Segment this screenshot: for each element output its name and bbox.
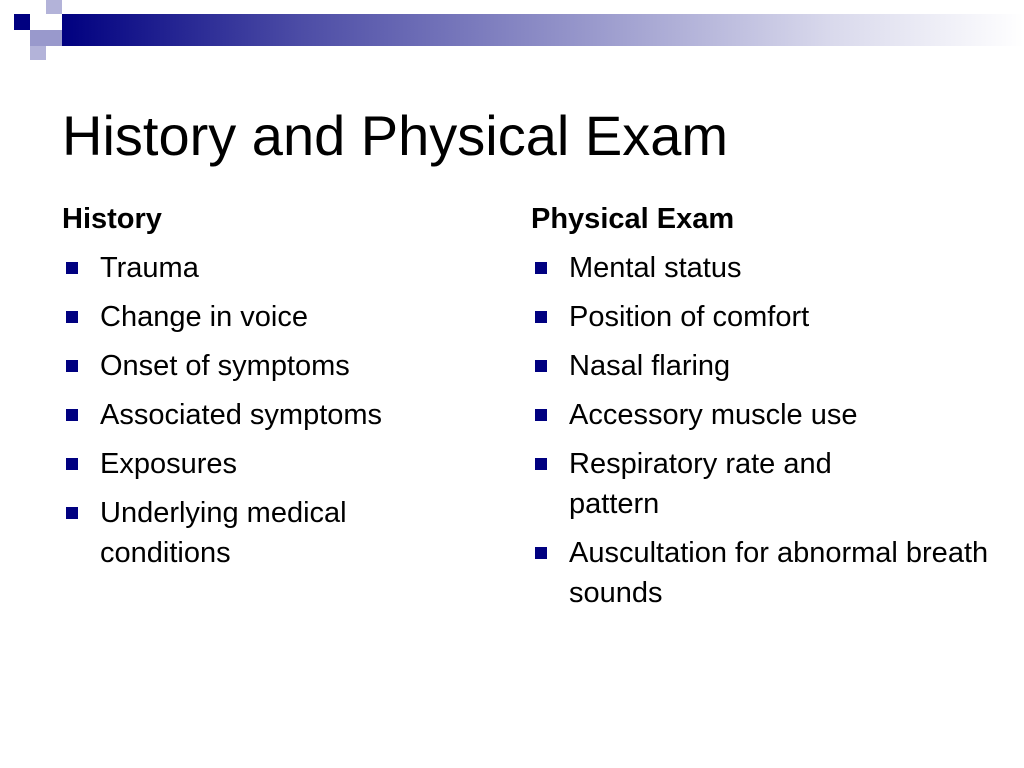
header-gradient-bar <box>62 14 1024 46</box>
square-bullet-icon <box>535 547 547 559</box>
list-item-text: Nasal flaring <box>569 350 731 382</box>
list-item <box>62 444 502 484</box>
list-item-text: Change in voice <box>100 301 308 333</box>
list-item-text: Mental status <box>569 252 742 284</box>
physical-exam-column <box>531 196 989 622</box>
list-item-text: Underlying medical conditions <box>100 497 347 569</box>
square-bullet-icon <box>66 262 78 274</box>
square-bullet-icon <box>535 458 547 470</box>
list-item-text: Respiratory rate and pattern <box>569 448 832 520</box>
list-item-text: Exposures <box>100 448 238 480</box>
history-column <box>62 196 502 582</box>
square-bullet-icon <box>535 311 547 323</box>
decorative-square <box>30 30 46 46</box>
history-heading: History <box>62 203 162 235</box>
list-item <box>531 533 1009 613</box>
list-item-text: Auscultation for abnormal breath sounds <box>569 537 989 609</box>
square-bullet-icon <box>66 360 78 372</box>
list-item-text: Accessory muscle use <box>569 399 858 431</box>
list-item-text: Associated symptoms <box>100 399 383 431</box>
square-bullet-icon <box>535 409 547 421</box>
list-item <box>62 395 502 435</box>
square-bullet-icon <box>535 262 547 274</box>
physical-exam-list <box>531 248 989 613</box>
list-item <box>531 248 971 288</box>
list-item <box>531 297 971 337</box>
list-item <box>62 248 502 288</box>
square-bullet-icon <box>535 360 547 372</box>
list-item <box>62 346 502 386</box>
decorative-square <box>14 14 30 30</box>
square-bullet-icon <box>66 458 78 470</box>
decorative-square <box>30 46 46 60</box>
list-item-text: Trauma <box>100 252 199 284</box>
list-item <box>62 493 430 573</box>
decorative-square <box>46 0 62 14</box>
square-bullet-icon <box>66 409 78 421</box>
list-item <box>62 297 502 337</box>
square-bullet-icon <box>66 507 78 519</box>
slide-title: History and Physical Exam <box>62 103 729 167</box>
history-list <box>62 248 502 573</box>
list-item <box>531 346 971 386</box>
list-item <box>531 444 919 524</box>
list-item <box>531 395 971 435</box>
list-item-text: Position of comfort <box>569 301 810 333</box>
decorative-square <box>46 30 62 46</box>
physical-exam-heading: Physical Exam <box>531 203 735 235</box>
list-item-text: Onset of symptoms <box>100 350 350 382</box>
square-bullet-icon <box>66 311 78 323</box>
